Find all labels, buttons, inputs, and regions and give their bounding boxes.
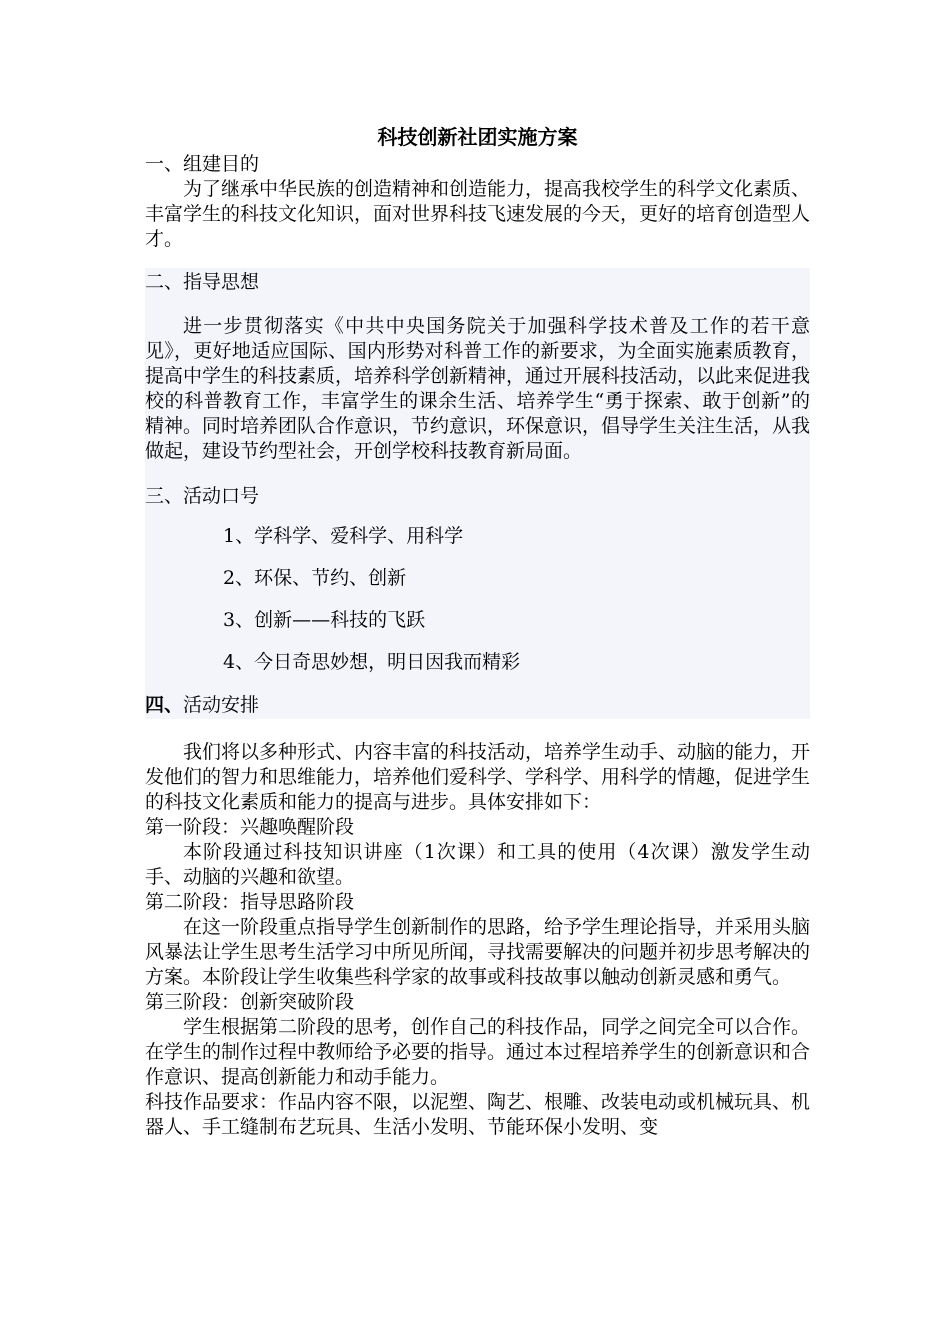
stage-text-3: 学生根据第二阶段的思考，创作自己的科技作品，同学之间完全可以合作。在学生的制作过程中教师给予必要的指导。通过本过程培养学生的创新意识和合作意识、提高创新能力和动手能力。	[145, 1016, 811, 1088]
stage-text-2: 在这一阶段重点指导学生创新制作的思路，给予学生理论指导，并采用头脑风暴法让学生思考生活学习中所见所闻，寻找需要解决的问题并初步思考解决的方案。本阶段让学生收集些科学家的故事或科技故事以触动创新灵感和勇气。	[145, 916, 811, 988]
section-paragraph-arrangement: 我们将以多种形式、内容丰富的科技活动，培养学生动手、动脑的能力，开发他们的智力和思维能力，培养他们爱科学、学科学、用科学的情趣，促进学生的科技文化素质和能力的提高与进步。具体安排如下：	[145, 741, 811, 813]
requirement-paragraph: 科技作品要求：作品内容不限，以泥塑、陶艺、根雕、改装电动或机械玩具、机器人、手工缝制布艺玩具、生活小发明、节能环保小发明、变	[145, 1091, 811, 1138]
slogan-item: 4、今日奇思妙想，明日因我而精彩	[223, 651, 521, 673]
section-number: 四、	[145, 694, 184, 716]
section-paragraph-purpose: 为了继承中华民族的创造精神和创造能力，提高我校学生的科学文化素质、丰富学生的科技文化知识，面对世界科技飞速发展的今天，更好的培育创造型人才。	[145, 178, 811, 250]
slogan-item: 2、环保、节约、创新	[223, 567, 407, 589]
stage-title-3: 第三阶段：创新突破阶段	[145, 991, 355, 1013]
document-page	[145, 120, 810, 1140]
section-heading-text: 活动安排	[183, 694, 260, 716]
section-heading-arrangement	[145, 691, 810, 719]
section-heading-slogans: 三、活动口号	[145, 485, 260, 507]
stage-title-2: 第二阶段：指导思路阶段	[145, 891, 355, 913]
section-heading-purpose: 一、组建目的	[145, 153, 260, 175]
document-title: 科技创新社团实施方案	[377, 125, 578, 149]
slogan-item: 1、学科学、爱科学、用科学	[223, 525, 464, 547]
shaded-block	[145, 268, 810, 719]
slogan-item: 3、创新——科技的飞跃	[223, 609, 426, 631]
stage-title-1: 第一阶段：兴趣唤醒阶段	[145, 816, 355, 838]
stage-text-1: 本阶段通过科技知识讲座（1次课）和工具的使用（4次课）激发学生动手、动脑的兴趣和欲望。	[145, 841, 810, 888]
section-paragraph-guiding-idea: 进一步贯彻落实《中共中央国务院关于加强科学技术普及工作的若干意见》，更好地适应国际、国内形势对科普工作的新要求，为全面实施素质教育，提高中学生的科技素质，培养科学创新精神，通过开展科技活动，以此来促进我校的科普教育工作，丰富学生的课余生活、培养学生“勇于探索、敢于创新”的精神。同时培养团队合作意识，节约意识，环保意识，倡导学生关注生活，从我做起，建设节约型社会，开创学校科技教育新局面。	[145, 315, 811, 462]
section-heading-guiding-idea: 二、指导思想	[145, 271, 260, 293]
